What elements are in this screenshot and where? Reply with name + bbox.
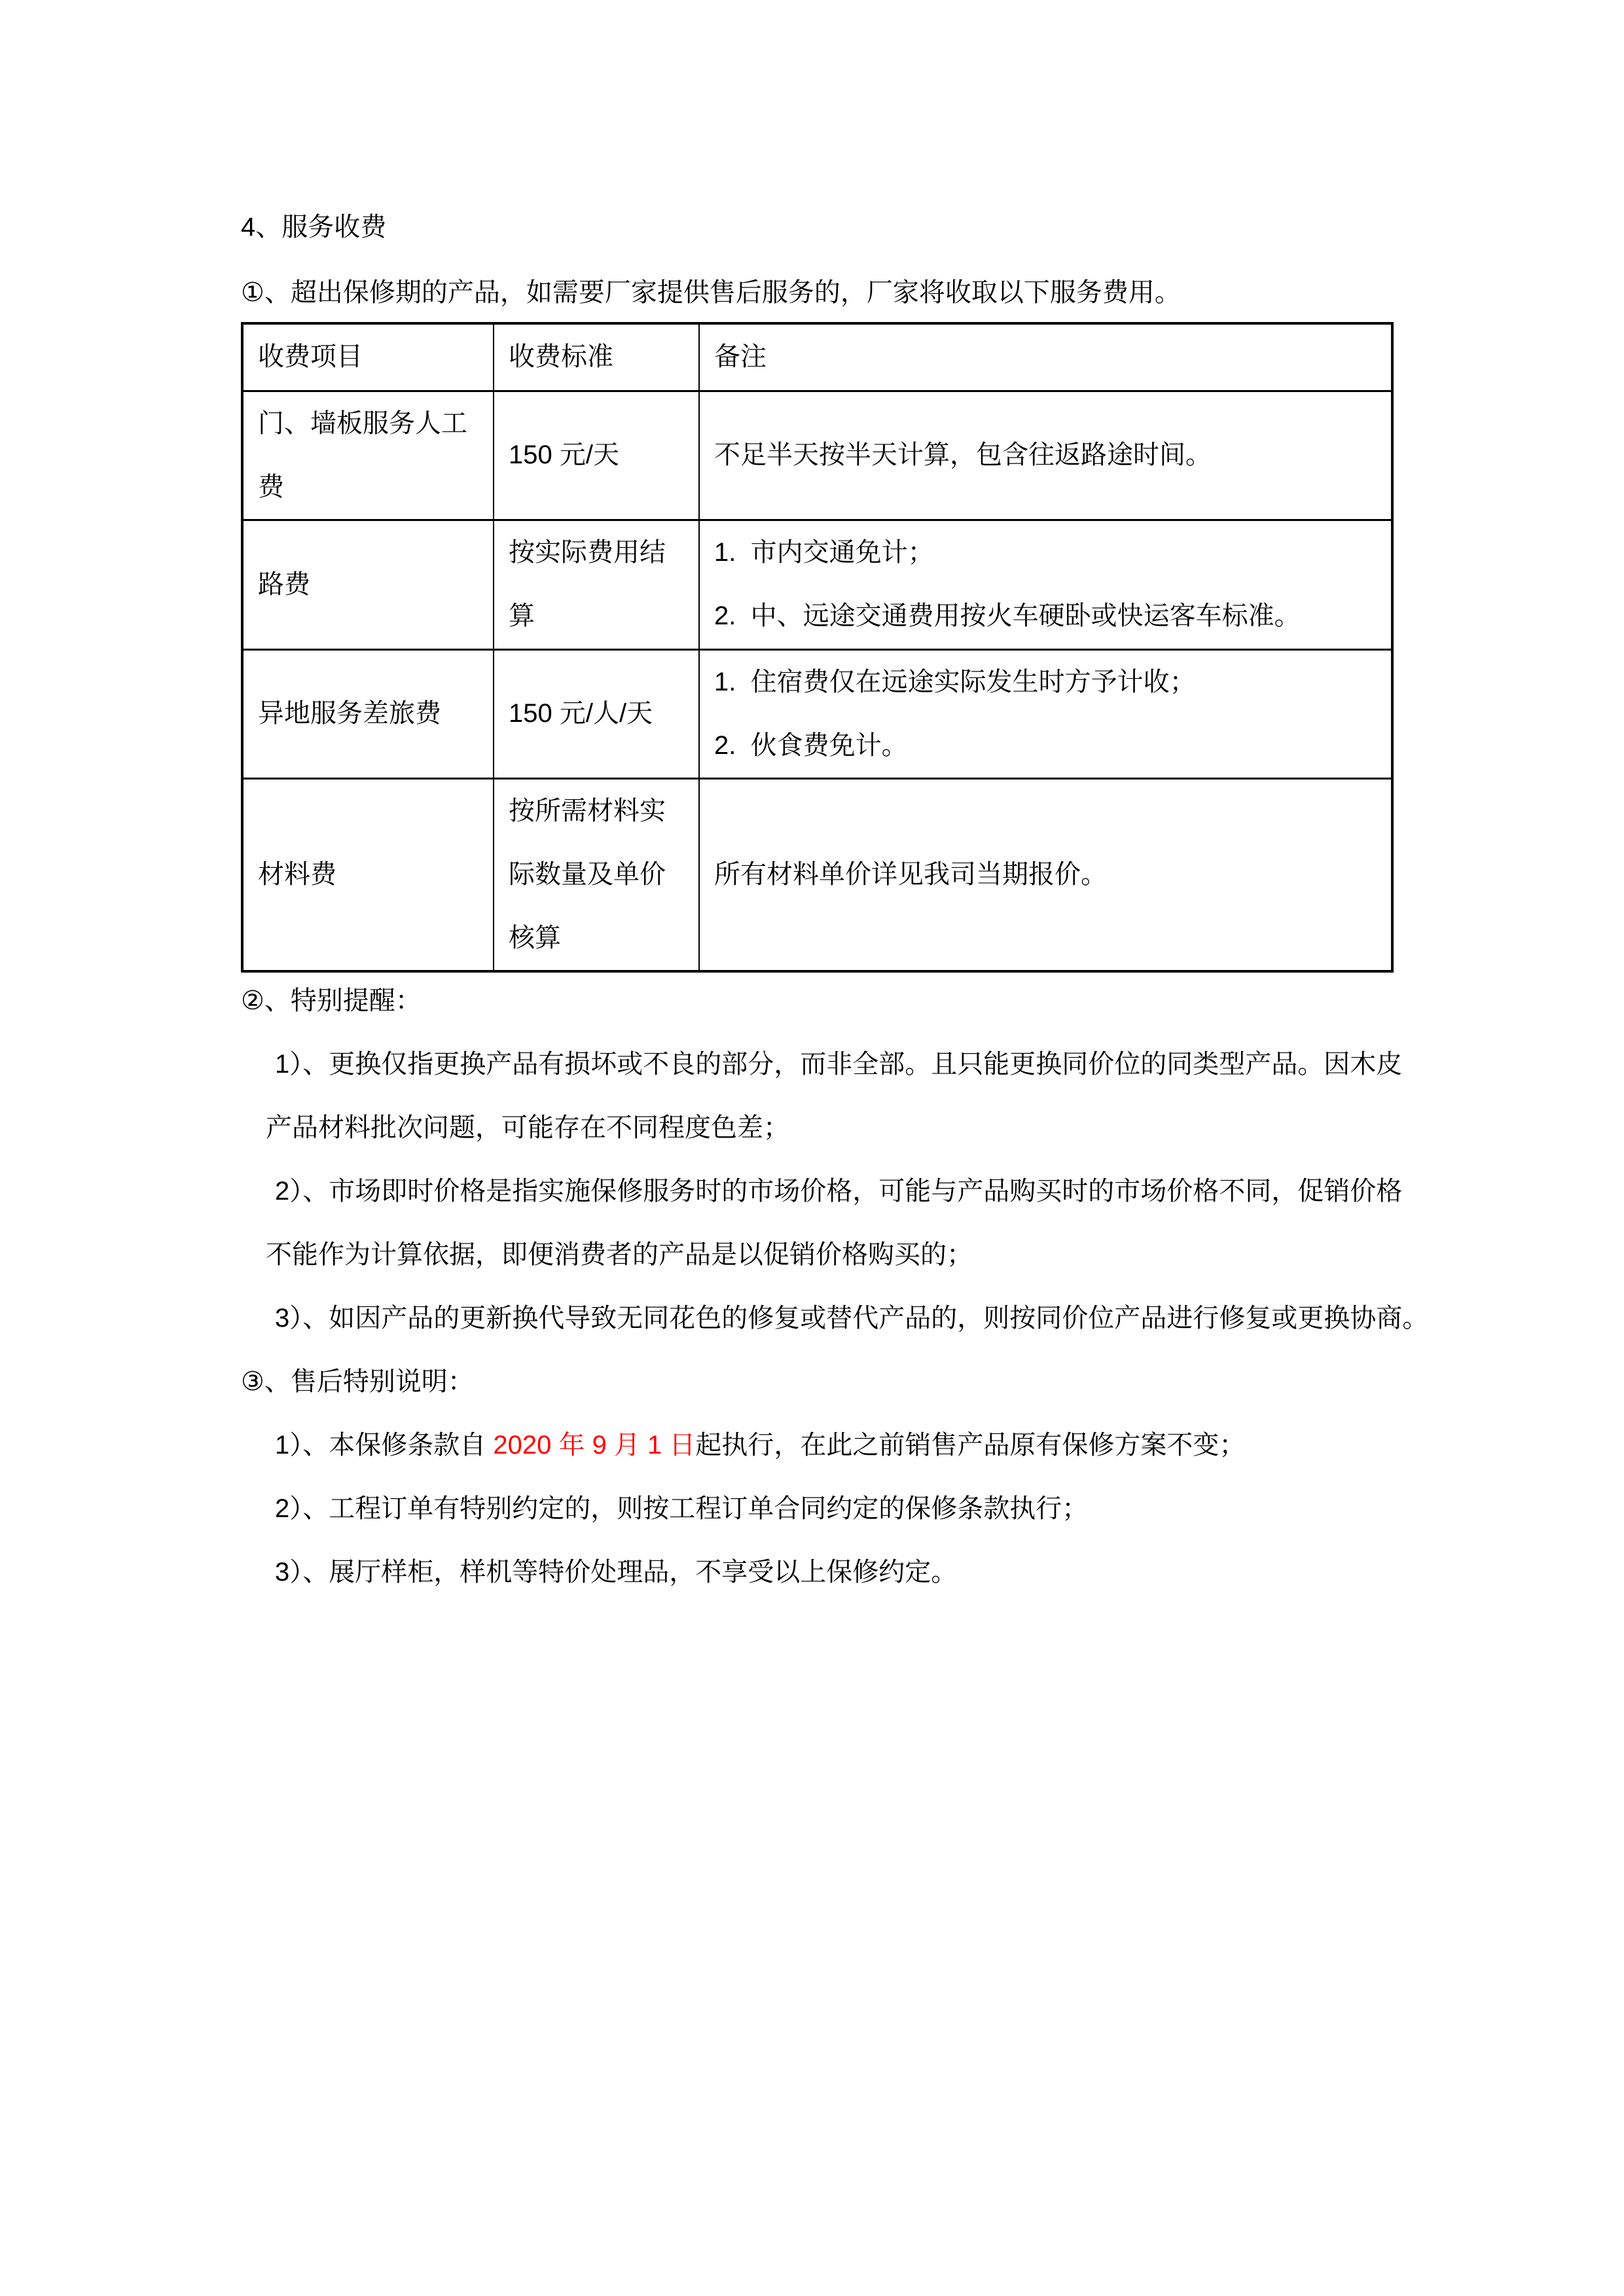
cell-line: 算 xyxy=(509,601,535,630)
cell-line: 150 元/人/天 xyxy=(509,699,653,728)
cell-remarks xyxy=(699,520,1392,649)
cell-line: 异地服务差旅费 xyxy=(258,699,441,728)
cell-line: 核算 xyxy=(509,923,561,952)
cell-line: 1. 市内交通免计； xyxy=(714,538,934,567)
cell-line: 所有材料单价详见我司当期报价。 xyxy=(714,859,1107,889)
cell-line: 费 xyxy=(258,472,284,501)
table-row-labor-fee xyxy=(242,391,1392,520)
header-cell-remarks xyxy=(699,323,1392,391)
after-sales-item-3: 3）、展厅样柜，样机等特价处理品，不享受以上保修约定。 xyxy=(275,1558,958,1587)
cell-remarks xyxy=(699,649,1392,778)
header-cell-fee-standard xyxy=(494,323,699,391)
cell-line: 150 元/天 xyxy=(509,440,619,469)
header-cell-fee-item xyxy=(242,323,494,391)
header-label: 收费标准 xyxy=(509,342,613,372)
table-row-travel-fee xyxy=(242,649,1392,778)
notes-section xyxy=(241,969,1550,1604)
cell-line: 2. 中、远途交通费用按火车硬卧或快运客车标准。 xyxy=(714,601,1301,630)
cell-line: 际数量及单价 xyxy=(509,859,666,889)
cell-fee-standard xyxy=(494,649,699,778)
after-sales-heading: ③、售后特别说明： xyxy=(241,1367,474,1396)
cell-line: 2. 伙食费免计。 xyxy=(714,730,908,760)
table-row-road-fee xyxy=(242,520,1392,649)
intro-paragraph: ①、超出保修期的产品，如需要厂家提供售后服务的，厂家将收取以下服务费用。 xyxy=(241,278,1181,307)
cell-line: 按所需材料实 xyxy=(509,796,666,825)
cell-fee-item xyxy=(242,391,494,520)
cell-fee-item xyxy=(242,520,494,649)
special-reminder-heading: ②、特别提醒： xyxy=(241,986,422,1015)
cell-line: 材料费 xyxy=(258,859,336,889)
reminder-item-2-line-2: 不能作为计算依据，即便消费者的产品是以促销价格购买的； xyxy=(266,1240,973,1269)
cell-line: 路费 xyxy=(258,569,310,599)
reminder-item-1-line-2: 产品材料批次问题，可能存在不同程度色差； xyxy=(266,1113,789,1142)
after-sales-item-1-suffix: 起执行，在此之前销售产品原有保修方案不变； xyxy=(695,1431,1246,1460)
cell-line: 门、墙板服务人工 xyxy=(258,408,467,438)
cell-fee-item xyxy=(242,778,494,971)
cell-line: 不足半天按半天计算，包含往返路途时间。 xyxy=(714,440,1212,469)
after-sales-item-1-prefix: 1）、本保修条款自 xyxy=(275,1431,494,1460)
cell-line: 按实际费用结 xyxy=(509,538,666,567)
effective-date: 2020 年 9 月 1 日 xyxy=(493,1431,696,1460)
cell-remarks xyxy=(699,778,1392,971)
after-sales-item-1 xyxy=(275,1414,1550,1477)
cell-fee-standard xyxy=(494,778,699,971)
page-title: 4、服务收费 xyxy=(241,213,387,242)
reminder-item-2-line-1: 2）、市场即时价格是指实施保修服务时的市场价格，可能与产品购买时的市场价格不同，促销价格 xyxy=(275,1177,1403,1206)
cell-fee-item xyxy=(242,649,494,778)
table-row-material-fee xyxy=(242,778,1392,971)
after-sales-item-2: 2）、工程订单有特别约定的，则按工程订单合同约定的保修条款执行； xyxy=(275,1494,1089,1523)
header-label: 备注 xyxy=(714,342,767,372)
fee-table xyxy=(241,322,1394,973)
reminder-item-3: 3）、如因产品的更新换代导致无同花色的修复或替代产品的，则按同价位产品进行修复或更换协商。 xyxy=(275,1304,1429,1333)
cell-line: 1. 住宿费仅在远途实际发生时方予计收； xyxy=(714,667,1196,696)
cell-fee-standard xyxy=(494,391,699,520)
table-header-row xyxy=(242,323,1392,391)
cell-remarks xyxy=(699,391,1392,520)
cell-fee-standard xyxy=(494,520,699,649)
header-label: 收费项目 xyxy=(258,342,363,372)
reminder-item-1-line-1: 1）、更换仅指更换产品有损坏或不良的部分，而非全部。且只能更换同价位的同类型产品。因木皮 xyxy=(275,1050,1403,1079)
